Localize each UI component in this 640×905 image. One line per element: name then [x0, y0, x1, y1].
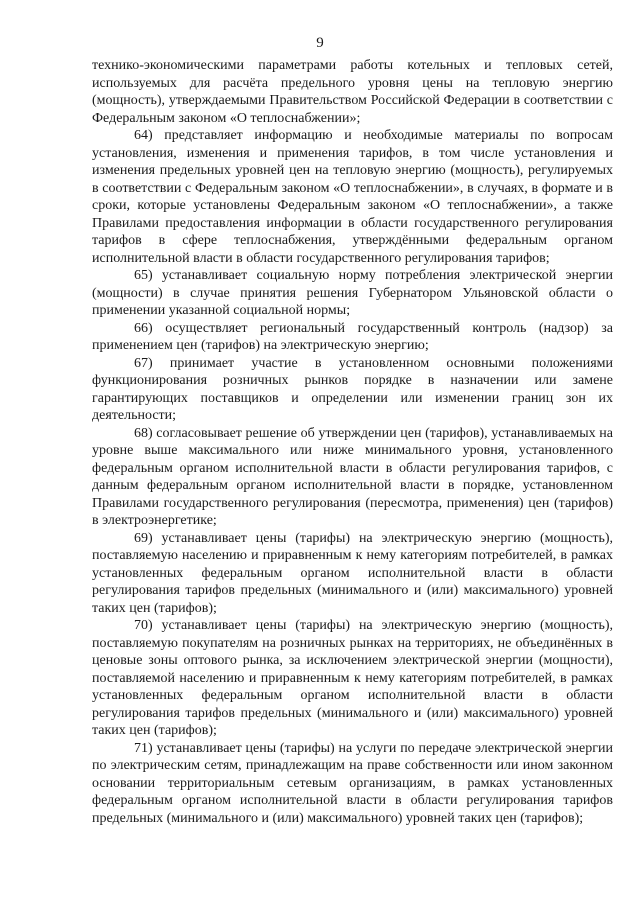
- document-body: [92, 57, 613, 827]
- paragraph-item-66: 66) осуществляет региональный государственный контроль (надзор) за применением цен (тарифов) на электрическую энергию;: [92, 320, 613, 353]
- paragraph-item-69: 69) устанавливает цены (тарифы) на электрическую энергию (мощность), поставляемую населению и приравненным к нему категориям потребителей, в рамках установленных федеральным органом исполнительной власти в области регулирования тарифов предельных (минимального и (или) максимального) уровней таких цен (тарифов);: [92, 530, 613, 616]
- paragraph-item-67: 67) принимает участие в установленном основными положениями функционирования розничных рынков порядке в назначении или замене гарантирующих поставщиков и определении или изменении границ зон их деятельности;: [92, 355, 613, 423]
- paragraph-item-64: 64) представляет информацию и необходимые материалы по вопросам установления, изменения и применения тарифов, в том числе установления и изменения предельных уровней цен на тепловую энергию (мощность), регулируемых в соответствии с Федеральным законом «О теплоснабжении», в случаях, в формате и в сроки, которые установлены Федеральным законом «О теплоснабжении», а также Правилами предоставления информации в области государственного регулирования тарифов в сфере теплоснабжения, утверждёнными федеральным органом исполнительной власти в области государственного регулирования тарифов;: [92, 128, 613, 266]
- page-number: 9: [316, 35, 324, 51]
- paragraph-item-71: 71) устанавливает цены (тарифы) на услуги по передаче электрической энергии по электрическим сетям, принадлежащим на праве собственности или ином законном основании территориальным сетевым организациям, в рамках установленных федеральным органом исполнительной власти в области регулирования тарифов предельных (минимального и (или) максимального) уровней таких цен (тарифов);: [92, 740, 613, 826]
- paragraph-item-65: 65) устанавливает социальную норму потребления электрической энергии (мощности) в случае принятия решения Губернатором Ульяновской области о применении указанной социальной нормы;: [92, 268, 613, 318]
- paragraph-item-70: 70) устанавливает цены (тарифы) на электрическую энергию (мощность), поставляемую покупателям на розничных рынках на территориях, не объединённых в ценовые зоны оптового рынка, за исключением электрической энергии (мощности), поставляемой населению и приравненным к нему категориям потребителей, в рамках установленных федеральным органом исполнительной власти в области регулирования тарифов предельных (минимального и (или) максимального) уровней таких цен (тарифов);: [92, 618, 613, 738]
- paragraph-continuation: технико-экономическими параметрами работы котельных и тепловых сетей, используемых для расчёта предельного уровня цены на тепловую энергию (мощность), утверждаемыми Правительством Российской Федерации в соответствии с Федеральным законом «О теплоснабжении»;: [92, 58, 613, 126]
- paragraph-item-68: 68) согласовывает решение об утверждении цен (тарифов), устанавливаемых на уровне выше максимального или ниже минимального уровня, установленного федеральным органом исполнительной власти в области регулирования тарифов, с данным федеральным органом исполнительной власти в порядке, установленном Правилами государственного регулирования (пересмотра, применения) цен (тарифов) в электроэнергетике;: [92, 425, 613, 528]
